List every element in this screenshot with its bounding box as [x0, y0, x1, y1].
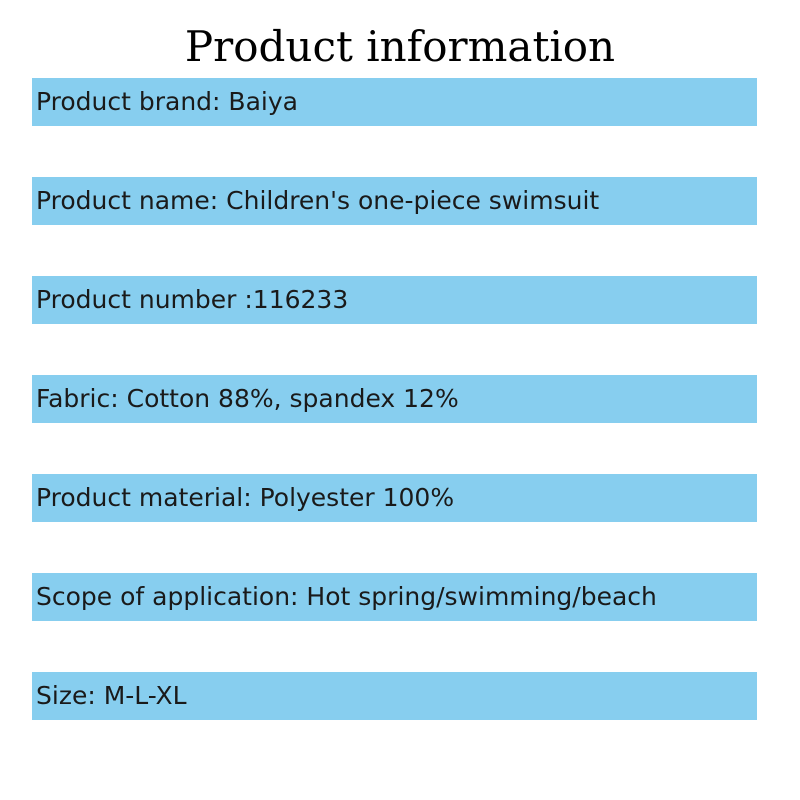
list-item-label: Product number :116233	[36, 285, 349, 315]
list-item	[0, 474, 800, 522]
list-item-label: Size: M-L-XL	[36, 681, 187, 711]
list-item-label: Product brand: Baiya	[36, 87, 298, 117]
page-title: Product information	[184, 22, 616, 71]
list-item	[0, 672, 800, 720]
product-spec-list	[0, 78, 800, 720]
list-item	[0, 177, 800, 225]
list-item	[0, 78, 800, 126]
list-item-label: Fabric: Cotton 88%, spandex 12%	[36, 384, 459, 414]
list-item-label: Product material: Polyester 100%	[36, 483, 455, 513]
list-item	[0, 276, 800, 324]
list-item	[0, 573, 800, 621]
list-item	[0, 375, 800, 423]
list-item-label: Product name: Children's one-piece swimsuit	[36, 186, 600, 216]
list-item-label: Scope of application: Hot spring/swimming/beach	[36, 582, 657, 612]
